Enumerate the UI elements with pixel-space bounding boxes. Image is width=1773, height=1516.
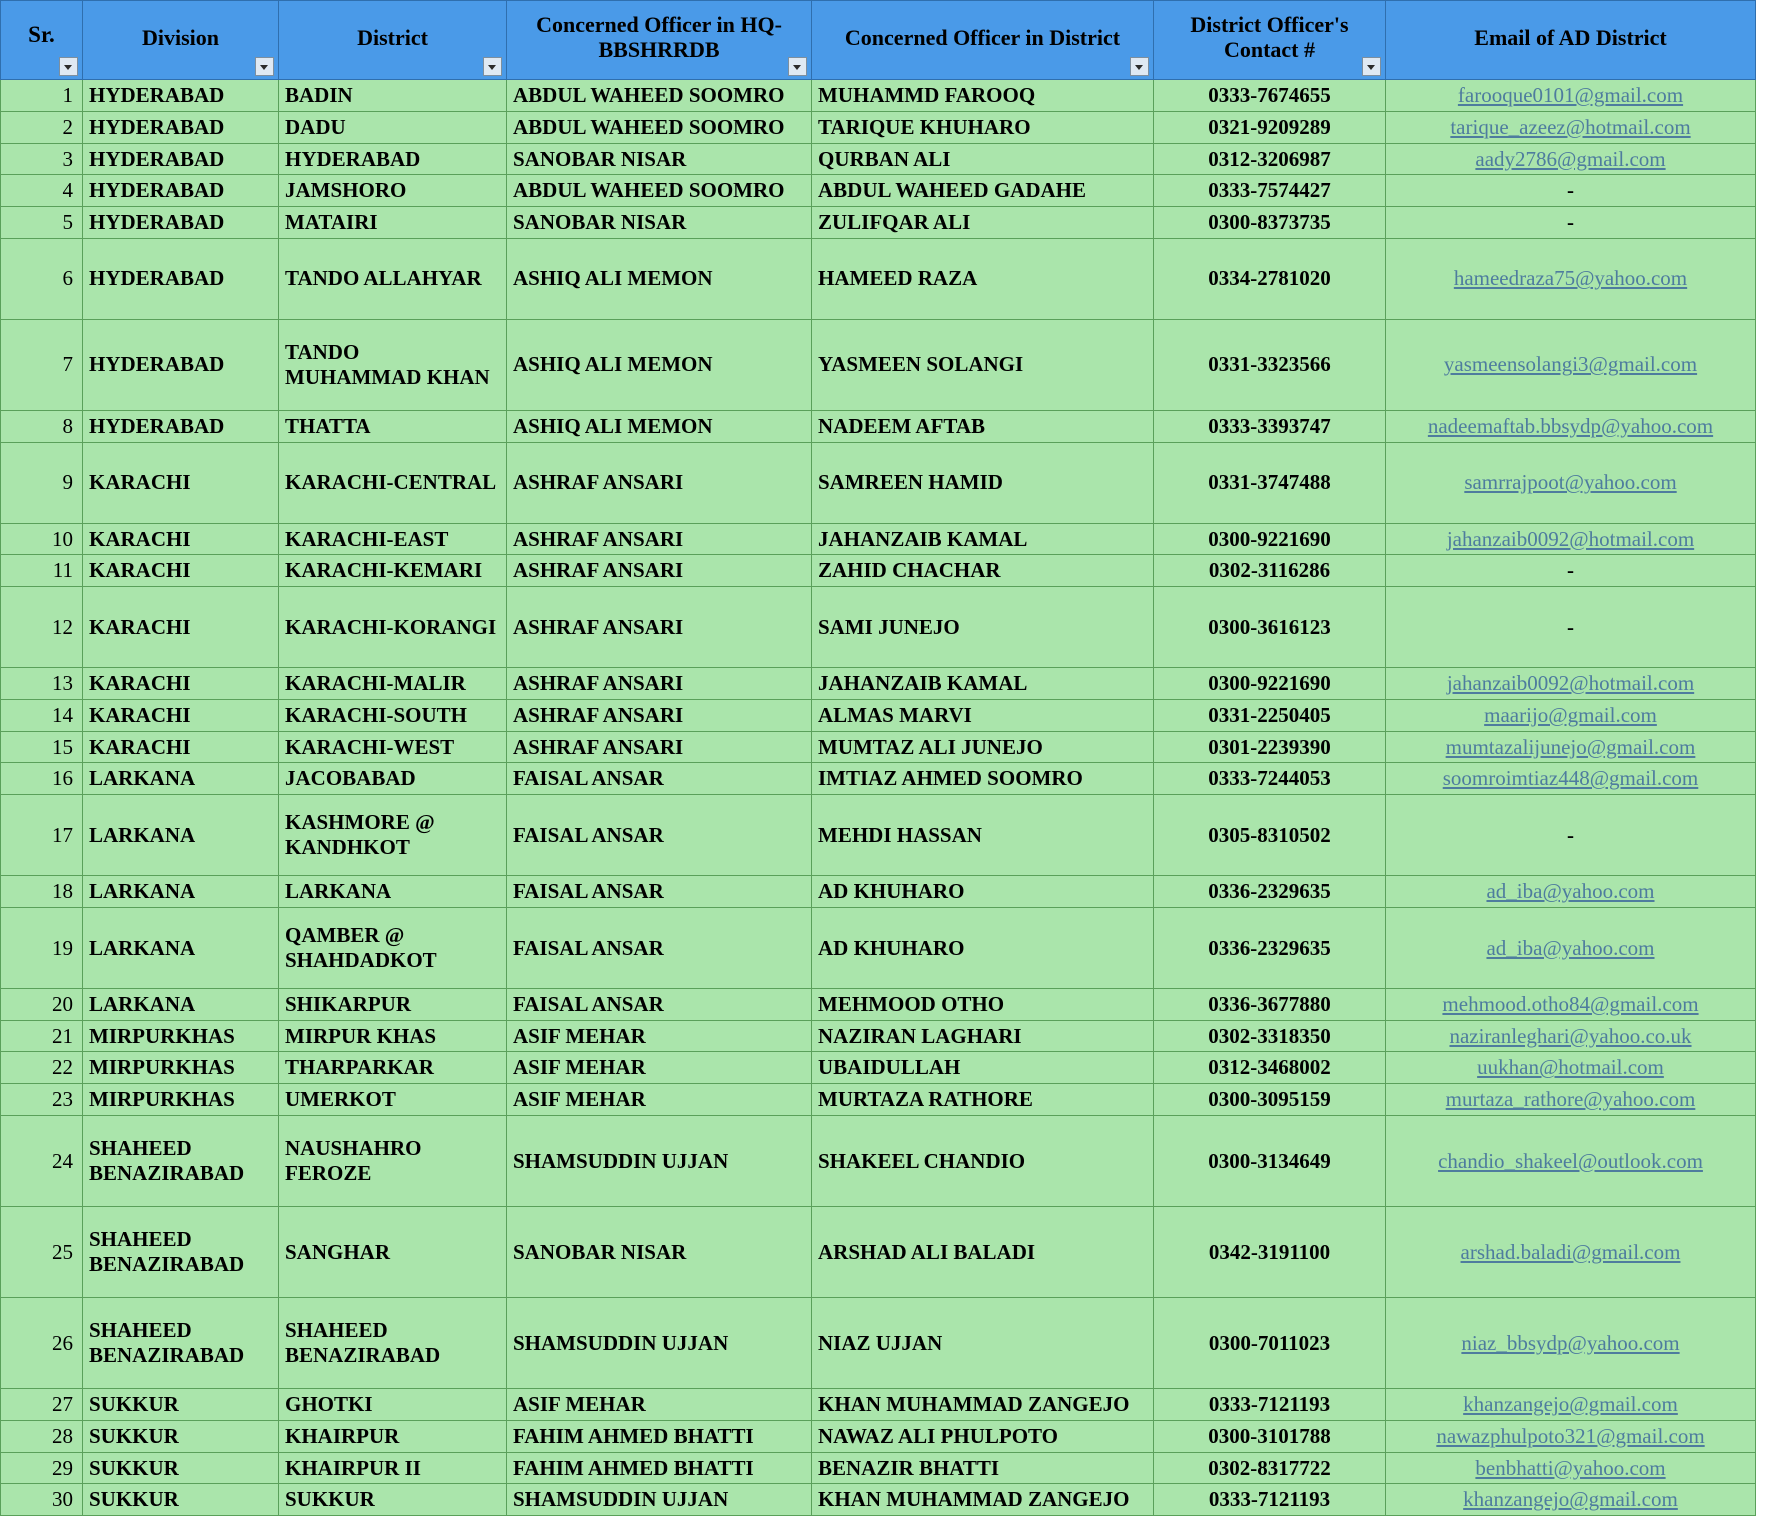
email-link[interactable]: uukhan@hotmail.com xyxy=(1477,1055,1664,1080)
cell-district[interactable]: THARPARKAR xyxy=(279,1052,507,1084)
cell-hq-officer[interactable]: ABDUL WAHEED SOOMRO xyxy=(507,80,812,112)
cell-district-officer[interactable]: ARSHAD ALI BALADI xyxy=(812,1207,1154,1298)
cell-email[interactable] xyxy=(1386,1084,1756,1116)
cell-division[interactable]: KARACHI xyxy=(83,699,279,731)
cell-hq-officer[interactable]: SHAMSUDDIN UJJAN xyxy=(507,1484,812,1516)
table-row[interactable] xyxy=(1,1298,1756,1389)
table-row[interactable] xyxy=(1,80,1756,112)
cell-email[interactable] xyxy=(1386,1420,1756,1452)
cell-district[interactable]: QAMBER @ SHAHDADKOT xyxy=(279,907,507,988)
cell-email[interactable] xyxy=(1386,410,1756,442)
filter-dropdown-icon-district-officer[interactable] xyxy=(1130,57,1149,76)
email-link[interactable]: jahanzaib0092@hotmail.com xyxy=(1446,671,1695,696)
cell-contact[interactable]: 0333-3393747 xyxy=(1154,410,1386,442)
cell-hq-officer[interactable]: FAHIM AHMED BHATTI xyxy=(507,1420,812,1452)
table-header xyxy=(1,1,1756,80)
cell-contact[interactable]: 0331-2250405 xyxy=(1154,699,1386,731)
cell-district-officer[interactable]: NADEEM AFTAB xyxy=(812,410,1154,442)
cell-email[interactable] xyxy=(1386,795,1756,876)
cell-contact[interactable]: 0302-8317722 xyxy=(1154,1452,1386,1484)
cell-division[interactable]: HYDERABAD xyxy=(83,207,279,239)
cell-division[interactable]: LARKANA xyxy=(83,795,279,876)
cell-email[interactable] xyxy=(1386,555,1756,587)
column-header-contact[interactable] xyxy=(1154,1,1386,80)
cell-hq-officer[interactable]: ABDUL WAHEED SOOMRO xyxy=(507,111,812,143)
column-header-division[interactable] xyxy=(83,1,279,80)
cell-district-officer[interactable]: ABDUL WAHEED GADAHE xyxy=(812,175,1154,207)
cell-hq-officer[interactable]: ASHRAF ANSARI xyxy=(507,523,812,555)
table-row[interactable] xyxy=(1,1207,1756,1298)
cell-district[interactable]: THATTA xyxy=(279,410,507,442)
cell-sr[interactable]: 19 xyxy=(1,907,83,988)
cell-district-officer[interactable]: NIAZ UJJAN xyxy=(812,1298,1154,1389)
cell-district[interactable]: TANDO MUHAMMAD KHAN xyxy=(279,319,507,410)
cell-district[interactable]: LARKANA xyxy=(279,876,507,908)
cell-contact[interactable]: 0305-8310502 xyxy=(1154,795,1386,876)
cell-division[interactable]: SHAHEED BENAZIRABAD xyxy=(83,1116,279,1207)
column-header-sr[interactable] xyxy=(1,1,83,80)
cell-hq-officer[interactable]: ASHRAF ANSARI xyxy=(507,587,812,668)
cell-district-officer[interactable]: ALMAS MARVI xyxy=(812,699,1154,731)
filter-dropdown-icon-contact[interactable] xyxy=(1362,57,1381,76)
cell-email[interactable] xyxy=(1386,668,1756,700)
cell-district[interactable]: GHOTKI xyxy=(279,1389,507,1421)
cell-district[interactable]: TANDO ALLAHYAR xyxy=(279,238,507,319)
column-header-hq-officer[interactable] xyxy=(507,1,812,80)
cell-district[interactable]: JACOBABAD xyxy=(279,763,507,795)
email-link[interactable]: hameedraza75@yahoo.com xyxy=(1453,266,1688,291)
cell-sr[interactable]: 13 xyxy=(1,668,83,700)
cell-contact[interactable]: 0333-7574427 xyxy=(1154,175,1386,207)
cell-division[interactable]: HYDERABAD xyxy=(83,111,279,143)
cell-contact[interactable]: 0300-3101788 xyxy=(1154,1420,1386,1452)
cell-contact[interactable]: 0331-3323566 xyxy=(1154,319,1386,410)
table-row[interactable] xyxy=(1,319,1756,410)
cell-hq-officer[interactable]: FAISAL ANSAR xyxy=(507,988,812,1020)
cell-email[interactable] xyxy=(1386,207,1756,239)
cell-contact[interactable]: 0300-9221690 xyxy=(1154,523,1386,555)
table-row[interactable] xyxy=(1,1052,1756,1084)
cell-email[interactable] xyxy=(1386,1116,1756,1207)
table-row[interactable] xyxy=(1,1420,1756,1452)
cell-district-officer[interactable]: AD KHUHARO xyxy=(812,876,1154,908)
cell-district-officer[interactable]: AD KHUHARO xyxy=(812,907,1154,988)
cell-hq-officer[interactable]: ASHIQ ALI MEMON xyxy=(507,319,812,410)
email-empty-placeholder: - xyxy=(1567,210,1574,235)
cell-division[interactable]: LARKANA xyxy=(83,763,279,795)
cell-sr[interactable]: 17 xyxy=(1,795,83,876)
cell-district[interactable]: KARACHI-WEST xyxy=(279,731,507,763)
cell-district-officer[interactable]: BENAZIR BHATTI xyxy=(812,1452,1154,1484)
column-header-district-label: District xyxy=(357,24,428,50)
cell-email[interactable] xyxy=(1386,988,1756,1020)
cell-email[interactable] xyxy=(1386,143,1756,175)
cell-division[interactable]: MIRPURKHAS xyxy=(83,1052,279,1084)
cell-contact[interactable]: 0300-9221690 xyxy=(1154,668,1386,700)
cell-sr[interactable]: 14 xyxy=(1,699,83,731)
cell-hq-officer[interactable]: ASIF MEHAR xyxy=(507,1020,812,1052)
cell-division[interactable]: SUKKUR xyxy=(83,1452,279,1484)
cell-district-officer[interactable]: MUMTAZ ALI JUNEJO xyxy=(812,731,1154,763)
cell-district-officer[interactable]: KHAN MUHAMMAD ZANGEJO xyxy=(812,1484,1154,1516)
cell-district[interactable]: HYDERABAD xyxy=(279,143,507,175)
cell-district[interactable]: BADIN xyxy=(279,80,507,112)
cell-sr[interactable]: 16 xyxy=(1,763,83,795)
cell-hq-officer[interactable]: ASHRAF ANSARI xyxy=(507,668,812,700)
cell-email[interactable] xyxy=(1386,1389,1756,1421)
cell-hq-officer[interactable]: ASIF MEHAR xyxy=(507,1389,812,1421)
table-row[interactable] xyxy=(1,1484,1756,1516)
cell-district[interactable]: DADU xyxy=(279,111,507,143)
cell-district[interactable]: MATAIRI xyxy=(279,207,507,239)
cell-email[interactable] xyxy=(1386,876,1756,908)
cell-sr[interactable]: 12 xyxy=(1,587,83,668)
cell-hq-officer[interactable]: ASIF MEHAR xyxy=(507,1084,812,1116)
cell-district-officer[interactable]: TARIQUE KHUHARO xyxy=(812,111,1154,143)
filter-dropdown-icon-sr[interactable] xyxy=(59,57,78,76)
email-link[interactable]: ad_iba@yahoo.com xyxy=(1486,935,1655,960)
cell-division[interactable]: HYDERABAD xyxy=(83,319,279,410)
cell-sr[interactable]: 11 xyxy=(1,555,83,587)
cell-district[interactable]: KARACHI-CENTRAL xyxy=(279,442,507,523)
cell-email[interactable] xyxy=(1386,80,1756,112)
email-link[interactable]: arshad.baladi@gmail.com xyxy=(1460,1239,1681,1264)
cell-email[interactable] xyxy=(1386,442,1756,523)
cell-division[interactable]: SUKKUR xyxy=(83,1420,279,1452)
cell-hq-officer[interactable]: ASHRAF ANSARI xyxy=(507,555,812,587)
cell-hq-officer[interactable]: ASHRAF ANSARI xyxy=(507,731,812,763)
cell-email[interactable] xyxy=(1386,523,1756,555)
table-row[interactable] xyxy=(1,111,1756,143)
email-link[interactable]: soomroimtiaz448@gmail.com xyxy=(1442,766,1699,791)
cell-hq-officer[interactable]: FAHIM AHMED BHATTI xyxy=(507,1452,812,1484)
cell-district[interactable]: KHAIRPUR xyxy=(279,1420,507,1452)
cell-district-officer[interactable]: NAWAZ ALI PHULPOTO xyxy=(812,1420,1154,1452)
cell-division[interactable]: HYDERABAD xyxy=(83,238,279,319)
column-header-division-label: Division xyxy=(141,24,220,50)
column-header-district-officer[interactable] xyxy=(812,1,1154,80)
email-empty-placeholder: - xyxy=(1567,178,1574,203)
cell-district-officer[interactable]: MEHDI HASSAN xyxy=(812,795,1154,876)
cell-contact[interactable]: 0333-7244053 xyxy=(1154,763,1386,795)
cell-division[interactable]: SUKKUR xyxy=(83,1389,279,1421)
cell-email[interactable] xyxy=(1386,1452,1756,1484)
cell-sr[interactable]: 15 xyxy=(1,731,83,763)
cell-district-officer[interactable]: NAZIRAN LAGHARI xyxy=(812,1020,1154,1052)
cell-sr[interactable]: 29 xyxy=(1,1452,83,1484)
cell-hq-officer[interactable]: FAISAL ANSAR xyxy=(507,795,812,876)
cell-district-officer[interactable]: HAMEED RAZA xyxy=(812,238,1154,319)
cell-hq-officer[interactable]: ASHIQ ALI MEMON xyxy=(507,238,812,319)
cell-district[interactable]: SUKKUR xyxy=(279,1484,507,1516)
cell-sr[interactable]: 23 xyxy=(1,1084,83,1116)
cell-sr[interactable]: 25 xyxy=(1,1207,83,1298)
table-row[interactable] xyxy=(1,555,1756,587)
cell-email[interactable] xyxy=(1386,699,1756,731)
cell-district-officer[interactable]: SAMREEN HAMID xyxy=(812,442,1154,523)
header-row xyxy=(1,1,1756,80)
cell-sr[interactable]: 1 xyxy=(1,80,83,112)
cell-sr[interactable]: 18 xyxy=(1,876,83,908)
cell-contact[interactable]: 0334-2781020 xyxy=(1154,238,1386,319)
cell-district-officer[interactable]: IMTIAZ AHMED SOOMRO xyxy=(812,763,1154,795)
email-link[interactable]: chandio_shakeel@outlook.com xyxy=(1438,1148,1703,1173)
table-row[interactable] xyxy=(1,207,1756,239)
cell-contact[interactable]: 0301-2239390 xyxy=(1154,731,1386,763)
table-row[interactable] xyxy=(1,175,1756,207)
cell-district-officer[interactable]: QURBAN ALI xyxy=(812,143,1154,175)
cell-district[interactable]: KARACHI-EAST xyxy=(279,523,507,555)
table-row[interactable] xyxy=(1,1084,1756,1116)
cell-email[interactable] xyxy=(1386,319,1756,410)
email-empty-placeholder: - xyxy=(1567,614,1574,639)
cell-contact[interactable]: 0300-3134649 xyxy=(1154,1116,1386,1207)
cell-contact[interactable]: 0312-3206987 xyxy=(1154,143,1386,175)
email-link[interactable]: nawazphulpoto321@gmail.com xyxy=(1436,1423,1705,1448)
cell-division[interactable]: HYDERABAD xyxy=(83,143,279,175)
table-row[interactable] xyxy=(1,238,1756,319)
email-link[interactable]: murtaza_rathore@yahoo.com xyxy=(1445,1087,1696,1112)
cell-sr[interactable]: 9 xyxy=(1,442,83,523)
cell-contact[interactable]: 0300-7011023 xyxy=(1154,1298,1386,1389)
column-header-district[interactable] xyxy=(279,1,507,80)
table-row[interactable] xyxy=(1,795,1756,876)
cell-division[interactable]: HYDERABAD xyxy=(83,410,279,442)
cell-division[interactable]: LARKANA xyxy=(83,876,279,908)
table-row[interactable] xyxy=(1,1452,1756,1484)
cell-hq-officer[interactable]: ASHRAF ANSARI xyxy=(507,442,812,523)
cell-sr[interactable]: 30 xyxy=(1,1484,83,1516)
cell-contact[interactable]: 0331-3747488 xyxy=(1154,442,1386,523)
filter-dropdown-icon-hq-officer[interactable] xyxy=(788,57,807,76)
email-link[interactable]: jahanzaib0092@hotmail.com xyxy=(1446,526,1695,551)
email-link[interactable]: farooque0101@gmail.com xyxy=(1457,83,1684,107)
email-link[interactable]: yasmeensolangi3@gmail.com xyxy=(1443,352,1698,377)
cell-contact[interactable]: 0300-3095159 xyxy=(1154,1084,1386,1116)
cell-sr[interactable]: 4 xyxy=(1,175,83,207)
cell-district[interactable]: KARACHI-KEMARI xyxy=(279,555,507,587)
cell-district-officer[interactable]: UBAIDULLAH xyxy=(812,1052,1154,1084)
cell-contact[interactable]: 0312-3468002 xyxy=(1154,1052,1386,1084)
cell-hq-officer[interactable]: FAISAL ANSAR xyxy=(507,763,812,795)
cell-contact[interactable]: 0342-3191100 xyxy=(1154,1207,1386,1298)
column-header-hq-officer-label: Concerned Officer in HQ-BBSHRRDB xyxy=(536,12,782,62)
email-empty-placeholder: - xyxy=(1567,822,1574,847)
cell-district[interactable]: UMERKOT xyxy=(279,1084,507,1116)
cell-hq-officer[interactable]: SANOBAR NISAR xyxy=(507,1207,812,1298)
cell-division[interactable]: MIRPURKHAS xyxy=(83,1020,279,1052)
email-link[interactable]: naziranleghari@yahoo.co.uk xyxy=(1449,1023,1692,1048)
cell-contact[interactable]: 0321-9209289 xyxy=(1154,111,1386,143)
email-link[interactable]: nadeemaftab.bbsydp@yahoo.com xyxy=(1427,413,1714,438)
cell-district[interactable]: SHAHEED BENAZIRABAD xyxy=(279,1298,507,1389)
cell-division[interactable]: KARACHI xyxy=(83,523,279,555)
cell-district[interactable]: MIRPUR KHAS xyxy=(279,1020,507,1052)
email-empty-placeholder: - xyxy=(1567,558,1574,583)
cell-division[interactable]: SHAHEED BENAZIRABAD xyxy=(83,1207,279,1298)
cell-district[interactable]: KHAIRPUR II xyxy=(279,1452,507,1484)
cell-contact[interactable]: 0336-2329635 xyxy=(1154,907,1386,988)
cell-email[interactable] xyxy=(1386,731,1756,763)
table-row[interactable] xyxy=(1,587,1756,668)
cell-division[interactable]: LARKANA xyxy=(83,988,279,1020)
cell-sr[interactable]: 28 xyxy=(1,1420,83,1452)
cell-email[interactable] xyxy=(1386,111,1756,143)
cell-division[interactable]: MIRPURKHAS xyxy=(83,1084,279,1116)
cell-district[interactable]: KARACHI-MALIR xyxy=(279,668,507,700)
email-link[interactable]: benbhatti@yahoo.com xyxy=(1475,1455,1666,1480)
table-row[interactable] xyxy=(1,1389,1756,1421)
column-header-contact-label: District Officer's Contact # xyxy=(1190,12,1349,62)
email-link[interactable]: niaz_bbsydp@yahoo.com xyxy=(1461,1330,1680,1355)
cell-district-officer[interactable]: ZULIFQAR ALI xyxy=(812,207,1154,239)
cell-district-officer[interactable]: KHAN MUHAMMAD ZANGEJO xyxy=(812,1389,1154,1421)
filter-dropdown-icon-district[interactable] xyxy=(483,57,502,76)
cell-district[interactable]: KARACHI-SOUTH xyxy=(279,699,507,731)
cell-division[interactable]: KARACHI xyxy=(83,731,279,763)
cell-contact[interactable]: 0333-7674655 xyxy=(1154,80,1386,112)
cell-contact[interactable]: 0336-2329635 xyxy=(1154,876,1386,908)
cell-division[interactable]: LARKANA xyxy=(83,907,279,988)
cell-division[interactable]: SUKKUR xyxy=(83,1484,279,1516)
cell-sr[interactable]: 20 xyxy=(1,988,83,1020)
cell-sr[interactable]: 26 xyxy=(1,1298,83,1389)
cell-district[interactable]: KARACHI-KORANGI xyxy=(279,587,507,668)
cell-sr[interactable]: 22 xyxy=(1,1052,83,1084)
email-link[interactable]: khanzangejo@gmail.com xyxy=(1463,1392,1678,1417)
cell-district-officer[interactable]: JAHANZAIB KAMAL xyxy=(812,668,1154,700)
column-header-email-label: Email of AD District xyxy=(1474,24,1667,50)
column-header-district-officer-label: Concerned Officer in District xyxy=(844,24,1121,50)
cell-email[interactable] xyxy=(1386,1052,1756,1084)
table-row[interactable] xyxy=(1,699,1756,731)
cell-email[interactable] xyxy=(1386,175,1756,207)
cell-sr[interactable]: 7 xyxy=(1,319,83,410)
cell-hq-officer[interactable]: FAISAL ANSAR xyxy=(507,907,812,988)
cell-district[interactable]: NAUSHAHRO FEROZE xyxy=(279,1116,507,1207)
table-row[interactable] xyxy=(1,1020,1756,1052)
email-link[interactable]: mumtazalijunejo@gmail.com xyxy=(1445,734,1696,759)
cell-email[interactable] xyxy=(1386,1020,1756,1052)
cell-sr[interactable]: 21 xyxy=(1,1020,83,1052)
column-header-email[interactable] xyxy=(1386,1,1756,80)
cell-district-officer[interactable]: SHAKEEL CHANDIO xyxy=(812,1116,1154,1207)
cell-hq-officer[interactable]: ASHIQ ALI MEMON xyxy=(507,410,812,442)
table-row[interactable] xyxy=(1,988,1756,1020)
cell-contact[interactable]: 0300-8373735 xyxy=(1154,207,1386,239)
cell-hq-officer[interactable]: FAISAL ANSAR xyxy=(507,876,812,908)
cell-district[interactable]: SHIKARPUR xyxy=(279,988,507,1020)
cell-sr[interactable]: 27 xyxy=(1,1389,83,1421)
cell-sr[interactable]: 6 xyxy=(1,238,83,319)
cell-sr[interactable]: 3 xyxy=(1,143,83,175)
email-link[interactable]: maarijo@gmail.com xyxy=(1484,702,1657,727)
cell-contact[interactable]: 0302-3116286 xyxy=(1154,555,1386,587)
cell-email[interactable] xyxy=(1386,1298,1756,1389)
cell-contact[interactable]: 0300-3616123 xyxy=(1154,587,1386,668)
cell-hq-officer[interactable]: ASHRAF ANSARI xyxy=(507,699,812,731)
cell-sr[interactable]: 2 xyxy=(1,111,83,143)
cell-district-officer[interactable]: YASMEEN SOLANGI xyxy=(812,319,1154,410)
cell-division[interactable]: HYDERABAD xyxy=(83,175,279,207)
cell-contact[interactable]: 0336-3677880 xyxy=(1154,988,1386,1020)
table-row[interactable] xyxy=(1,907,1756,988)
cell-district-officer[interactable]: ZAHID CHACHAR xyxy=(812,555,1154,587)
email-link[interactable]: ad_iba@yahoo.com xyxy=(1486,879,1655,904)
table-row[interactable] xyxy=(1,763,1756,795)
cell-division[interactable]: KARACHI xyxy=(83,442,279,523)
cell-district-officer[interactable]: MURTAZA RATHORE xyxy=(812,1084,1154,1116)
table-row[interactable] xyxy=(1,876,1756,908)
cell-contact[interactable]: 0302-3318350 xyxy=(1154,1020,1386,1052)
email-link[interactable]: khanzangejo@gmail.com xyxy=(1463,1487,1678,1512)
cell-division[interactable]: KARACHI xyxy=(83,668,279,700)
table-row[interactable] xyxy=(1,523,1756,555)
cell-division[interactable]: KARACHI xyxy=(83,587,279,668)
cell-email[interactable] xyxy=(1386,238,1756,319)
table-row[interactable] xyxy=(1,731,1756,763)
table-body xyxy=(1,80,1756,1516)
cell-sr[interactable]: 10 xyxy=(1,523,83,555)
cell-hq-officer[interactable]: SANOBAR NISAR xyxy=(507,143,812,175)
email-link[interactable]: mehmood.otho84@gmail.com xyxy=(1442,991,1699,1016)
cell-district[interactable]: JAMSHORO xyxy=(279,175,507,207)
cell-email[interactable] xyxy=(1386,907,1756,988)
table-row[interactable] xyxy=(1,442,1756,523)
cell-district-officer[interactable]: MUHAMMD FAROOQ xyxy=(812,80,1154,112)
cell-contact[interactable]: 0333-7121193 xyxy=(1154,1484,1386,1516)
table-row[interactable] xyxy=(1,668,1756,700)
cell-contact[interactable]: 0333-7121193 xyxy=(1154,1389,1386,1421)
table-row[interactable] xyxy=(1,143,1756,175)
table-row[interactable] xyxy=(1,1116,1756,1207)
cell-sr[interactable]: 5 xyxy=(1,207,83,239)
cell-email[interactable] xyxy=(1386,1207,1756,1298)
cell-hq-officer[interactable]: ABDUL WAHEED SOOMRO xyxy=(507,175,812,207)
column-header-sr-label: Sr. xyxy=(28,22,55,48)
cell-district-officer[interactable]: JAHANZAIB KAMAL xyxy=(812,523,1154,555)
cell-district-officer[interactable]: SAMI JUNEJO xyxy=(812,587,1154,668)
cell-hq-officer[interactable]: ASIF MEHAR xyxy=(507,1052,812,1084)
table-row[interactable] xyxy=(1,410,1756,442)
cell-sr[interactable]: 24 xyxy=(1,1116,83,1207)
cell-district-officer[interactable]: MEHMOOD OTHO xyxy=(812,988,1154,1020)
cell-division[interactable]: HYDERABAD xyxy=(83,80,279,112)
cell-email[interactable] xyxy=(1386,763,1756,795)
cell-hq-officer[interactable]: SANOBAR NISAR xyxy=(507,207,812,239)
filter-dropdown-icon-division[interactable] xyxy=(255,57,274,76)
cell-sr[interactable]: 8 xyxy=(1,410,83,442)
cell-hq-officer[interactable]: SHAMSUDDIN UJJAN xyxy=(507,1298,812,1389)
cell-email[interactable] xyxy=(1386,587,1756,668)
cell-email[interactable] xyxy=(1386,1484,1756,1516)
email-link[interactable]: tarique_azeez@hotmail.com xyxy=(1450,114,1691,139)
cell-division[interactable]: KARACHI xyxy=(83,555,279,587)
email-link[interactable]: samrrajpoot@yahoo.com xyxy=(1464,470,1677,495)
cell-district[interactable]: SANGHAR xyxy=(279,1207,507,1298)
cell-district[interactable]: KASHMORE @ KANDHKOT xyxy=(279,795,507,876)
email-link[interactable]: aady2786@gmail.com xyxy=(1475,146,1666,171)
cell-division[interactable]: SHAHEED BENAZIRABAD xyxy=(83,1298,279,1389)
cell-hq-officer[interactable]: SHAMSUDDIN UJJAN xyxy=(507,1116,812,1207)
